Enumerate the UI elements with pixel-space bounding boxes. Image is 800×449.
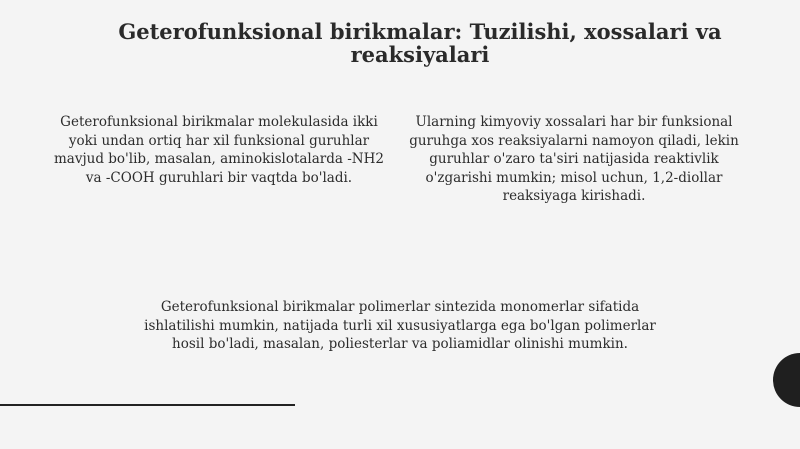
paragraph-polymers: Geterofunksional birikmalar polimerlar sintezida monomerlar sifatida ishlatilishi mumkin, natijada turli xil xususiyatlarga ega bo'lgan polimerlar hosil bo'ladi, masalan, poliesterlar va poliamidlar olinishi mumkin. bbox=[144, 299, 656, 352]
slide-title: Geterofunksional birikmalar: Tuzilishi, xossalari va reaksiyalari bbox=[118, 19, 722, 67]
paragraph-structure: Geterofunksional birikmalar molekulasida ikki yoki undan ortiq har xil funksional guruhlar mavjud bo'lib, masalan, aminokislotalarda -NH2 va -COOH guruhlari bir vaqtda bo'ladi. bbox=[54, 114, 384, 186]
decorative-circle bbox=[773, 353, 800, 407]
decorative-divider-line bbox=[0, 404, 295, 406]
paragraph-properties: Ularning kimyoviy xossalari har bir funksional guruhga xos reaksiyalarni namoyon qiladi, lekin guruhlar o'zaro ta'siri natijasida reaktivlik o'zgarishi mumkin; misol uchun, 1,2-diollar reaksiyaga kirishadi. bbox=[409, 114, 739, 204]
